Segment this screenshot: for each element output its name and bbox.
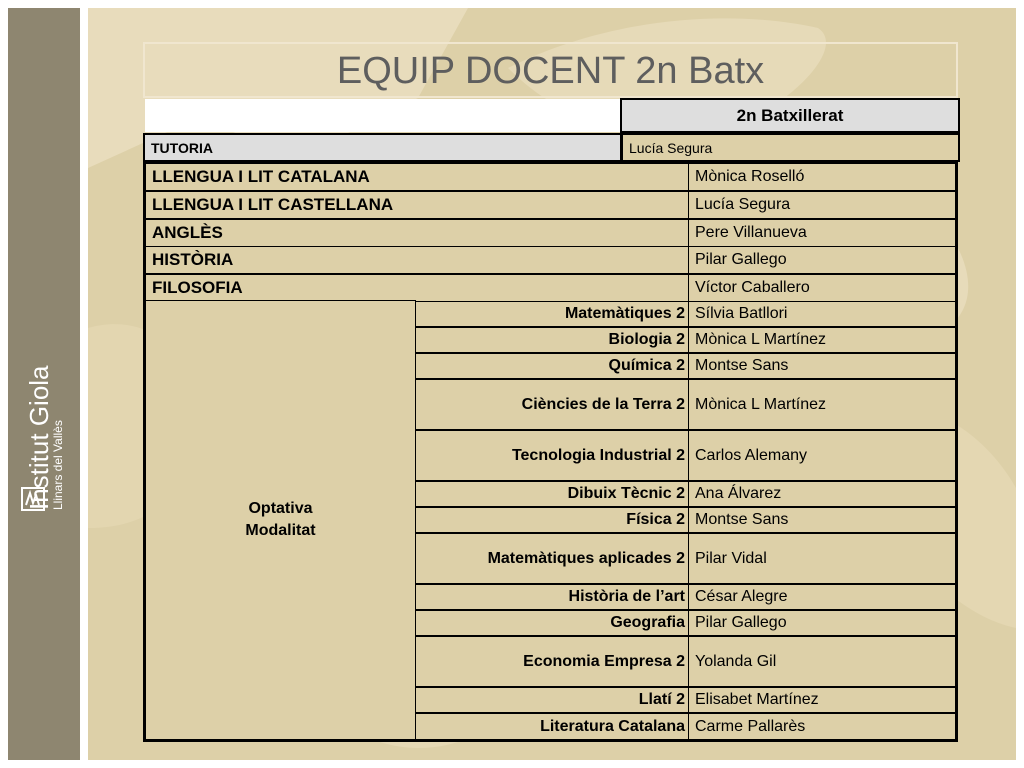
- optativa-subject: Dibuix Tècnic 2: [415, 481, 689, 507]
- optativa-teacher: Yolanda Gil: [688, 636, 956, 687]
- optativa-teacher: Montse Sans: [688, 353, 956, 379]
- optativa-teacher: Elisabet Martínez: [688, 687, 956, 713]
- optativa-subject: Biologia 2: [415, 327, 689, 353]
- common-subject: ANGLÈS: [145, 219, 689, 247]
- optativa-teacher: Ana Álvarez: [688, 481, 956, 507]
- school-town: Llinars del Vallès: [51, 420, 65, 510]
- common-teacher: Pilar Gallego: [688, 246, 956, 274]
- school-name: Institut Giola: [24, 365, 54, 510]
- common-subject: LLENGUA I LIT CASTELLANA: [145, 191, 689, 219]
- optativa-subject: Química 2: [415, 353, 689, 379]
- header-blank-cell: [145, 99, 622, 132]
- optativa-label-line1: Optativa: [248, 500, 313, 517]
- optativa-teacher: Mònica L Martínez: [688, 327, 956, 353]
- optativa-teacher: Pilar Vidal: [688, 533, 956, 584]
- common-teacher: Víctor Caballero: [688, 274, 956, 302]
- optativa-subject: Matemàtiques 2: [415, 301, 689, 327]
- common-subject: FILOSOFIA: [145, 274, 689, 302]
- optativa-subject: Tecnologia Industrial 2: [415, 430, 689, 481]
- optativa-subject: Física 2: [415, 507, 689, 533]
- optativa-subject: Literatura Catalana: [415, 713, 689, 740]
- common-subject: LLENGUA I LIT CATALANA: [145, 163, 689, 191]
- common-teacher: Mònica Roselló: [688, 163, 956, 191]
- optativa-teacher: Sílvia Batllori: [688, 301, 956, 327]
- school-branding: [18, 300, 74, 520]
- header-course: 2n Batxillerat: [620, 98, 960, 133]
- optativa-label: [145, 300, 416, 740]
- optativa-subject: Ciències de la Terra 2: [415, 379, 689, 430]
- common-teacher: Pere Villanueva: [688, 219, 956, 247]
- optativa-teacher: César Alegre: [688, 584, 956, 610]
- optativa-teacher: Carme Pallarès: [688, 713, 956, 740]
- optativa-subject: Geografia: [415, 610, 689, 636]
- tutoria-label: TUTORIA: [143, 133, 622, 162]
- optativa-teacher: Pilar Gallego: [688, 610, 956, 636]
- optativa-subject: Història de l’art: [415, 584, 689, 610]
- common-teacher: Lucía Segura: [688, 191, 956, 219]
- optativa-label-line2: Modalitat: [245, 522, 316, 539]
- optativa-teacher: Carlos Alemany: [688, 430, 956, 481]
- optativa-subject: Matemàtiques aplicades 2: [415, 533, 689, 584]
- common-subject: HISTÒRIA: [145, 246, 689, 274]
- optativa-teacher: Montse Sans: [688, 507, 956, 533]
- optativa-subject: Llatí 2: [415, 687, 689, 713]
- optativa-subject: Economia Empresa 2: [415, 636, 689, 687]
- page-title: EQUIP DOCENT 2n Batx: [336, 50, 765, 92]
- optativa-teacher: Mònica L Martínez: [688, 379, 956, 430]
- tutoria-teacher: Lucía Segura: [621, 133, 960, 162]
